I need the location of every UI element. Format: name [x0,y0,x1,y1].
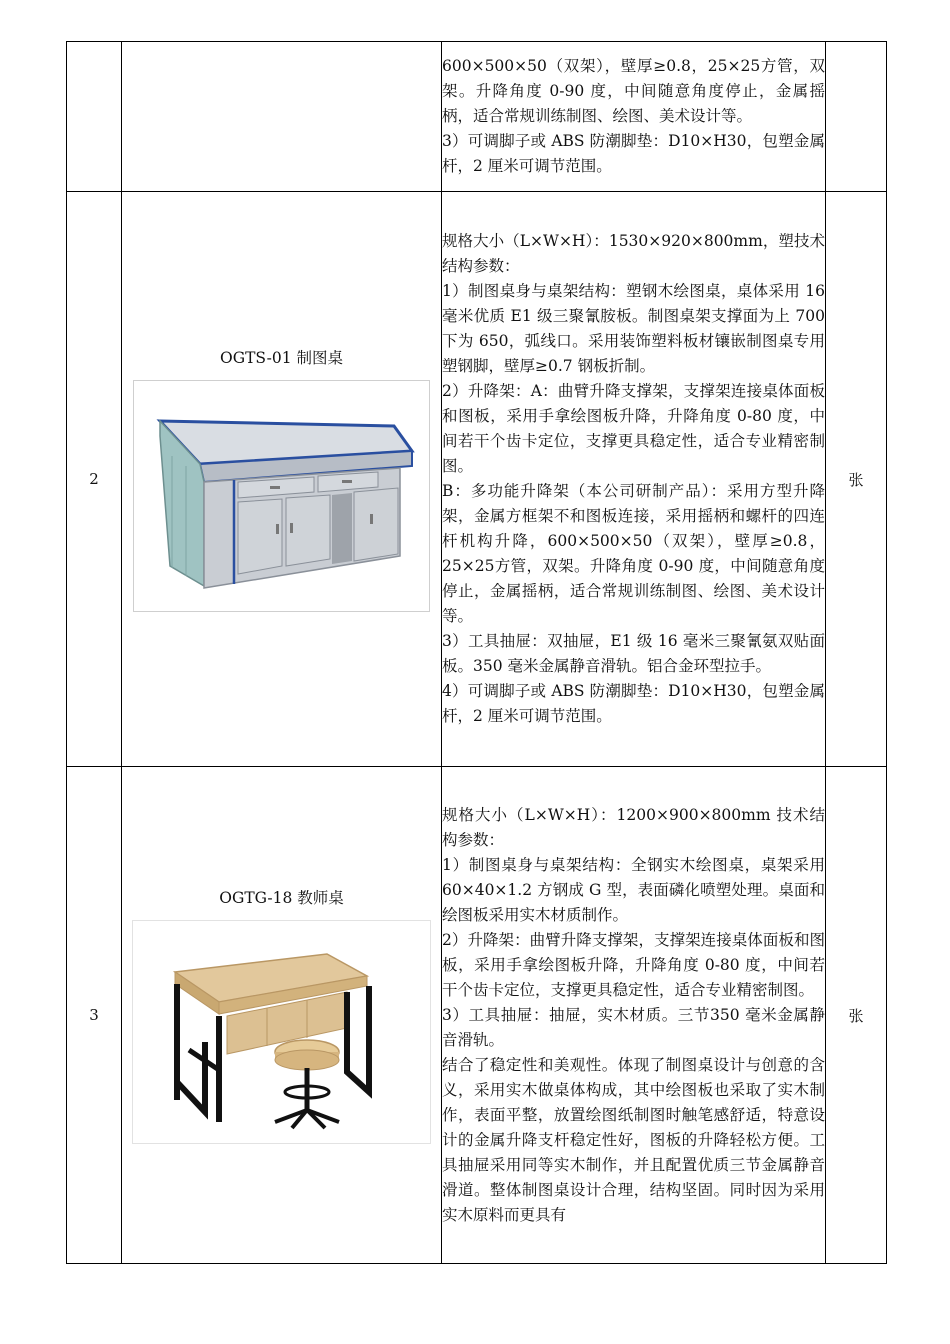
spec-paragraph: 3）可调脚子或 ABS 防潮脚垫：D10×H30，包塑金属杆，2 厘米可调节范围。 [442,132,825,175]
spec-description [442,42,826,192]
row-index: 2 [67,192,122,767]
spec-table [66,41,887,1264]
product-name-cell [122,42,442,192]
unit-cell: 张 [826,192,887,767]
spec-paragraph: 规格大小（L×W×H）：1530×920×800mm，塑技术结构参数： [442,232,825,275]
spec-paragraph: 3）工具抽屉：双抽屉，E1 级 16 毫米三聚氰氨双贴面板。350 毫米金属静音滑轨。铝合金环型拉手。 [442,632,825,675]
product-photo [133,380,430,612]
product-name: OGTG-18 教师桌 [219,889,344,907]
product-photo [132,920,431,1144]
product-name-cell [122,767,442,1264]
drafting-table-image [142,396,422,596]
spec-paragraph: 结合了稳定性和美观性。体现了制图桌设计与创意的含义，采用实木做桌体构成，其中绘图板也采取了实木制作，表面平整，放置绘图纸制图时触笔感舒适，特意设计的金属升降支杆稳定性好，图板的升降轻松方便。工具抽屉采用同等实木制作，并且配置优质三节金属静音滑道。整体制图桌设计合理，结构坚固。同时因为采用实木原料而更具有 [442,1055,825,1224]
spec-description [442,767,826,1264]
unit-cell [826,42,887,192]
spec-paragraph: 600×500×50（双架），壁厚≥0.8，25×25方管，双架。升降角度 0-90 度，中间随意角度停止，金属摇柄，适合常规训练制图、绘图、美术设计等。 [442,57,825,125]
product-name-cell [122,192,442,767]
row-index [67,42,122,192]
table-row [67,767,887,1264]
spec-paragraph: 3）工具抽屉：抽屉，实木材质。三节350 毫米金属静音滑轨。 [442,1005,825,1049]
spec-description [442,192,826,767]
table-row [67,192,887,767]
spec-paragraph: 2）升降架：A：曲臂升降支撑架，支撑架连接桌体面板和图板，采用手拿绘图板升降，升降角度 0-80 度，中间若干个齿卡定位，支撑更具稳定性，适合专业精密制图。 [442,382,825,475]
spec-paragraph: 1）制图桌身与桌架结构：全钢实木绘图桌，桌架采用 60×40×1.2 方钢成 G 型，表面磷化喷塑处理。桌面和绘图板采用实木材质制作。 [442,855,825,924]
spec-paragraph: B：多功能升降架（本公司研制产品）：采用方型升降架，金属方框架不和图板连接，采用摇柄和螺杆的四连杆机构升降，600×500×50（双架），壁厚≥0.8，25×25方管，双架。升降角度 0-90 度，中间随意角度停止，金属摇柄，适合常规训练制图、绘图、美术设计等。 [442,482,825,625]
spec-paragraph: 4）可调脚子或 ABS 防潮脚垫：D10×H30，包塑金属杆，2 厘米可调节范围。 [442,682,825,725]
row-index: 3 [67,767,122,1264]
spec-paragraph: 2）升降架：曲臂升降支撑架，支撑架连接桌体面板和图板，采用手拿绘图板升降，升降角度 0-80 度，中间若干个齿卡定位，支撑更具稳定性，适合专业精密制图。 [442,930,825,999]
spec-paragraph: 1）制图桌身与桌架结构：塑钢木绘图桌，桌体采用 16 毫米优质 E1 级三聚氰胺板。制图桌架支撑面为上 700 下为 650，弧线口。采用装饰塑料板材镶嵌制图桌专用塑钢脚，壁厚≥0.7 钢板折制。 [442,282,825,375]
table-row [67,42,887,192]
spec-paragraph: 规格大小（L×W×H）：1200×900×800mm 技术结构参数： [442,805,825,849]
unit-cell: 张 [826,767,887,1264]
product-name: OGTS-01 制图桌 [219,349,343,367]
teacher-desk-image [157,932,407,1132]
